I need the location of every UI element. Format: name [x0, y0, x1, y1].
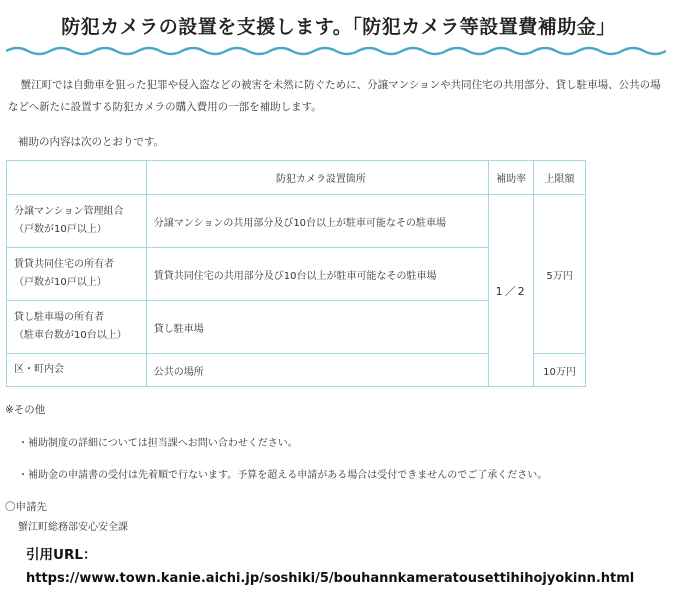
other-heading: ※その他	[5, 404, 46, 416]
org-name: 賃貸共同住宅の所有者	[14, 259, 114, 270]
header-org	[7, 161, 147, 195]
rate-cell	[489, 195, 534, 387]
org-cell	[7, 301, 147, 354]
org-condition: （駐車台数が10台以上）	[14, 330, 127, 341]
location-cell: 賃貸共同住宅の共用部分及び10台以上が駐車可能なその駐車場	[146, 248, 488, 301]
org-name: 貸し駐車場の所有者	[14, 312, 104, 323]
note-item: ・補助制度の詳細については担当課へお問い合わせください。	[18, 438, 298, 449]
page-title: 防犯カメラの設置を支援します。「防犯カメラ等設置費補助金」	[61, 16, 616, 38]
note-item: ・補助金の申請書の受付は先着順で行ないます。予算を超える申請がある場合は受付できませんのでご了承ください。	[18, 470, 548, 481]
header-limit: 上限額	[534, 161, 586, 195]
org-condition: （戸数が10戸以上）	[14, 224, 107, 235]
apply-department: 蟹江町総務部安心安全課	[18, 522, 128, 533]
org-name: 区・町内会	[14, 364, 64, 375]
limit-cell: 5万円	[534, 195, 586, 354]
apply-heading: 〇申請先	[5, 501, 47, 513]
org-condition: （戸数が10戸以上）	[14, 277, 107, 288]
org-cell	[7, 354, 147, 387]
table-row	[7, 195, 586, 248]
header-rate: 補助率	[489, 161, 534, 195]
citation-url[interactable]: https://www.town.kanie.aichi.jp/soshiki/5/bouhannkameratousettihihojyokinn.html	[26, 571, 635, 586]
wave-divider	[6, 44, 666, 58]
table-header-row	[7, 161, 586, 195]
location-cell: 公共の場所	[146, 354, 488, 387]
location-cell: 貸し駐車場	[146, 301, 488, 354]
citation-label: 引用URL：	[26, 547, 97, 563]
rate-value: 1／2	[495, 284, 527, 298]
subsidy-table	[6, 160, 586, 387]
limit-cell: 10万円	[534, 354, 586, 387]
org-name: 分譲マンション管理組合	[14, 206, 124, 217]
org-cell	[7, 248, 147, 301]
intro-paragraph: 蟹江町では自動車を狙った犯罪や侵入盗などの被害を未然に防ぐために、分譲マンションや共同住宅の共用部分、貸し駐車場、公共の場などへ新たに設置する防犯カメラの購入費用の一部を補助します。	[8, 79, 661, 113]
org-cell	[7, 195, 147, 248]
location-cell: 分譲マンションの共用部分及び10台以上が駐車可能なその駐車場	[146, 195, 488, 248]
header-location: 防犯カメラ設置箇所	[146, 161, 488, 195]
content-lead: 補助の内容は次のとおりです。	[18, 136, 165, 148]
